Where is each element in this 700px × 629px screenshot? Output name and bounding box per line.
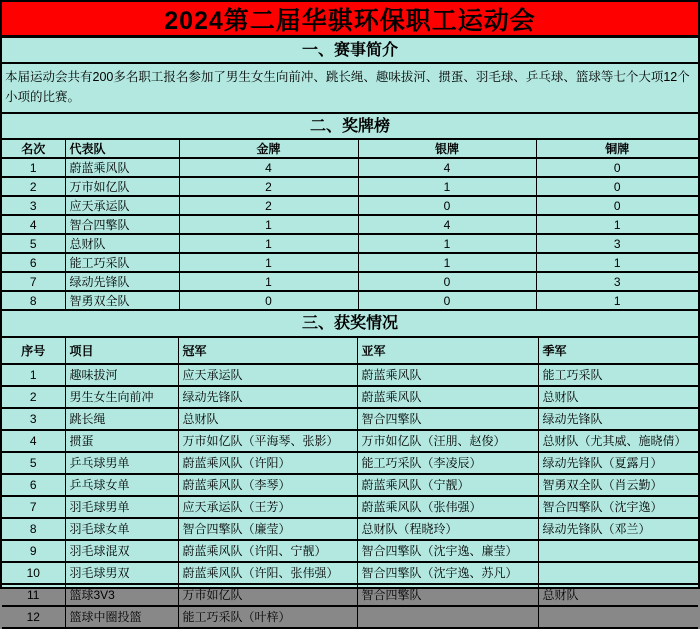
table-cell: 蔚蓝乘风队 bbox=[65, 158, 179, 177]
table-cell: 0 bbox=[536, 196, 698, 215]
table-cell: 6 bbox=[2, 253, 65, 272]
table-cell: 总财队（尤其威、施晓倩） bbox=[538, 430, 698, 452]
table-cell: 蔚蓝乘风队（许阳、张伟强） bbox=[178, 562, 357, 584]
table-cell: 蔚蓝乘风队（许阳、宁靓） bbox=[178, 540, 357, 562]
table-cell: 羽毛球男双 bbox=[65, 562, 178, 584]
table-cell: 能工巧采队（叶梓） bbox=[178, 606, 357, 628]
table-row bbox=[2, 430, 698, 452]
table-cell: 0 bbox=[358, 272, 536, 291]
table-cell: 蔚蓝乘风队 bbox=[357, 386, 538, 408]
table-cell bbox=[538, 540, 698, 562]
table-cell: 4 bbox=[358, 158, 536, 177]
table-cell: 智合四擎队 bbox=[357, 584, 538, 606]
table-row bbox=[2, 177, 698, 196]
table-cell: 5 bbox=[2, 234, 65, 253]
table-cell: 蔚蓝乘风队（张伟强） bbox=[357, 496, 538, 518]
column-header: 金牌 bbox=[179, 140, 358, 158]
table-row bbox=[2, 215, 698, 234]
table-row bbox=[2, 364, 698, 386]
table-cell bbox=[357, 606, 538, 628]
table-cell: 能工巧采队 bbox=[538, 364, 698, 386]
table-cell: 1 bbox=[179, 272, 358, 291]
table-cell: 应天承运队 bbox=[65, 196, 179, 215]
table-cell: 篮球中圈投篮 bbox=[65, 606, 178, 628]
table-cell: 3 bbox=[2, 196, 65, 215]
medal-table bbox=[2, 140, 698, 311]
table-cell: 趣味拔河 bbox=[65, 364, 178, 386]
table-row bbox=[2, 253, 698, 272]
column-header: 名次 bbox=[2, 140, 65, 158]
medal-table-body bbox=[2, 158, 698, 310]
table-cell: 8 bbox=[2, 291, 65, 310]
table-cell: 7 bbox=[2, 496, 65, 518]
table-cell: 蔚蓝乘风队 bbox=[357, 364, 538, 386]
table-cell: 绿动先锋队 bbox=[538, 408, 698, 430]
table-row bbox=[2, 584, 698, 606]
table-cell: 羽毛球男单 bbox=[65, 496, 178, 518]
column-header: 序号 bbox=[2, 338, 65, 364]
table-cell: 8 bbox=[2, 518, 65, 540]
table-cell: 蔚蓝乘风队（宁靓） bbox=[357, 474, 538, 496]
table-cell: 1 bbox=[358, 234, 536, 253]
table-cell: 3 bbox=[536, 234, 698, 253]
table-cell: 1 bbox=[358, 253, 536, 272]
table-cell: 4 bbox=[179, 158, 358, 177]
table-cell: 男生女生向前冲 bbox=[65, 386, 178, 408]
table-cell: 6 bbox=[2, 474, 65, 496]
table-cell: 应天承运队 bbox=[178, 364, 357, 386]
table-cell: 11 bbox=[2, 584, 65, 606]
table-cell: 蔚蓝乘风队（李琴） bbox=[178, 474, 357, 496]
table-cell: 1 bbox=[536, 291, 698, 310]
page-title: 2024第二届华骐环保职工运动会 bbox=[2, 2, 698, 38]
table-cell: 羽毛球混双 bbox=[65, 540, 178, 562]
awards-table bbox=[2, 338, 698, 629]
table-cell: 9 bbox=[2, 540, 65, 562]
table-cell: 绿动先锋队（夏露月） bbox=[538, 452, 698, 474]
table-cell: 1 bbox=[179, 234, 358, 253]
table-cell: 绿动先锋队 bbox=[65, 272, 179, 291]
column-header: 亚军 bbox=[357, 338, 538, 364]
table-cell: 12 bbox=[2, 606, 65, 628]
table-cell: 3 bbox=[536, 272, 698, 291]
table-cell: 4 bbox=[2, 215, 65, 234]
table-cell: 1 bbox=[179, 253, 358, 272]
table-row bbox=[2, 408, 698, 430]
table-row bbox=[2, 606, 698, 628]
column-header: 代表队 bbox=[65, 140, 179, 158]
medal-table-header bbox=[2, 140, 698, 158]
table-row bbox=[2, 196, 698, 215]
table-cell: 智合四擎队 bbox=[65, 215, 179, 234]
table-cell: 跳长绳 bbox=[65, 408, 178, 430]
table-row bbox=[2, 474, 698, 496]
table-cell: 篮球3V3 bbox=[65, 584, 178, 606]
table-cell: 4 bbox=[358, 215, 536, 234]
table-cell: 智合四擎队（沈宇逸） bbox=[538, 496, 698, 518]
table-cell: 掼蛋 bbox=[65, 430, 178, 452]
table-row bbox=[2, 272, 698, 291]
table-cell: 2 bbox=[179, 177, 358, 196]
table-cell: 乒乓球女单 bbox=[65, 474, 178, 496]
table-cell: 智合四擎队（廉莹） bbox=[178, 518, 357, 540]
table-cell: 2 bbox=[2, 177, 65, 196]
table-row bbox=[2, 291, 698, 310]
section-medals-heading: 二、奖牌榜 bbox=[2, 114, 698, 140]
table-cell: 能工巧采队 bbox=[65, 253, 179, 272]
table-cell: 1 bbox=[2, 364, 65, 386]
table-cell: 智勇双全队 bbox=[65, 291, 179, 310]
medal-header-row bbox=[2, 140, 698, 158]
table-row bbox=[2, 496, 698, 518]
table-cell: 4 bbox=[2, 430, 65, 452]
table-cell: 羽毛球女单 bbox=[65, 518, 178, 540]
table-cell: 0 bbox=[536, 177, 698, 196]
intro-paragraph: 本届运动会共有200多名职工报名参加了男生女生向前冲、跳长绳、趣味拔河、掼蛋、羽毛球、乒乓球、篮球等七个大项12个小项的比赛。 bbox=[2, 64, 698, 114]
table-cell: 2 bbox=[2, 386, 65, 408]
table-cell bbox=[538, 606, 698, 628]
table-cell: 智合四擎队 bbox=[357, 408, 538, 430]
table-cell: 智勇双全队（肖云勤） bbox=[538, 474, 698, 496]
table-cell: 0 bbox=[358, 196, 536, 215]
table-cell: 1 bbox=[2, 158, 65, 177]
section-intro-heading: 一、赛事简介 bbox=[2, 38, 698, 64]
table-cell: 总财队 bbox=[538, 386, 698, 408]
table-row bbox=[2, 234, 698, 253]
table-cell bbox=[538, 562, 698, 584]
table-cell: 1 bbox=[358, 177, 536, 196]
table-cell: 0 bbox=[358, 291, 536, 310]
table-cell: 1 bbox=[536, 253, 698, 272]
column-header: 铜牌 bbox=[536, 140, 698, 158]
table-cell: 能工巧采队（李凌辰） bbox=[357, 452, 538, 474]
table-cell: 绿动先锋队（邓兰） bbox=[538, 518, 698, 540]
table-row bbox=[2, 452, 698, 474]
table-row bbox=[2, 158, 698, 177]
table-cell: 总财队 bbox=[65, 234, 179, 253]
table-cell: 绿动先锋队 bbox=[178, 386, 357, 408]
table-cell: 0 bbox=[536, 158, 698, 177]
table-cell: 万市如亿队 bbox=[65, 177, 179, 196]
table-cell: 1 bbox=[179, 215, 358, 234]
table-cell: 万市如亿队（汪朋、赵俊） bbox=[357, 430, 538, 452]
table-row bbox=[2, 386, 698, 408]
column-header: 项目 bbox=[65, 338, 178, 364]
table-cell: 10 bbox=[2, 562, 65, 584]
column-header: 冠军 bbox=[178, 338, 357, 364]
table-cell: 0 bbox=[179, 291, 358, 310]
table-row bbox=[2, 562, 698, 584]
table-cell: 总财队 bbox=[178, 408, 357, 430]
table-cell: 总财队 bbox=[538, 584, 698, 606]
table-cell: 智合四擎队（沈宇逸、苏凡） bbox=[357, 562, 538, 584]
column-header: 季军 bbox=[538, 338, 698, 364]
table-cell: 3 bbox=[2, 408, 65, 430]
table-row bbox=[2, 518, 698, 540]
table-cell: 乒乓球男单 bbox=[65, 452, 178, 474]
table-cell: 7 bbox=[2, 272, 65, 291]
table-cell: 智合四擎队（沈宇逸、廉莹） bbox=[357, 540, 538, 562]
table-cell: 万市如亿队 bbox=[178, 584, 357, 606]
section-awards-heading: 三、获奖情况 bbox=[2, 311, 698, 337]
table-cell: 蔚蓝乘风队（许阳） bbox=[178, 452, 357, 474]
table-cell: 1 bbox=[536, 215, 698, 234]
table-cell: 万市如亿队（平海琴、张影） bbox=[178, 430, 357, 452]
awards-header-row bbox=[2, 338, 698, 364]
table-cell: 应天承运队（王芳） bbox=[178, 496, 357, 518]
column-header: 银牌 bbox=[358, 140, 536, 158]
awards-table-body bbox=[2, 364, 698, 628]
table-cell: 5 bbox=[2, 452, 65, 474]
table-row bbox=[2, 540, 698, 562]
table-cell: 2 bbox=[179, 196, 358, 215]
table-cell: 总财队（程晓玲） bbox=[357, 518, 538, 540]
awards-table-header bbox=[2, 338, 698, 364]
